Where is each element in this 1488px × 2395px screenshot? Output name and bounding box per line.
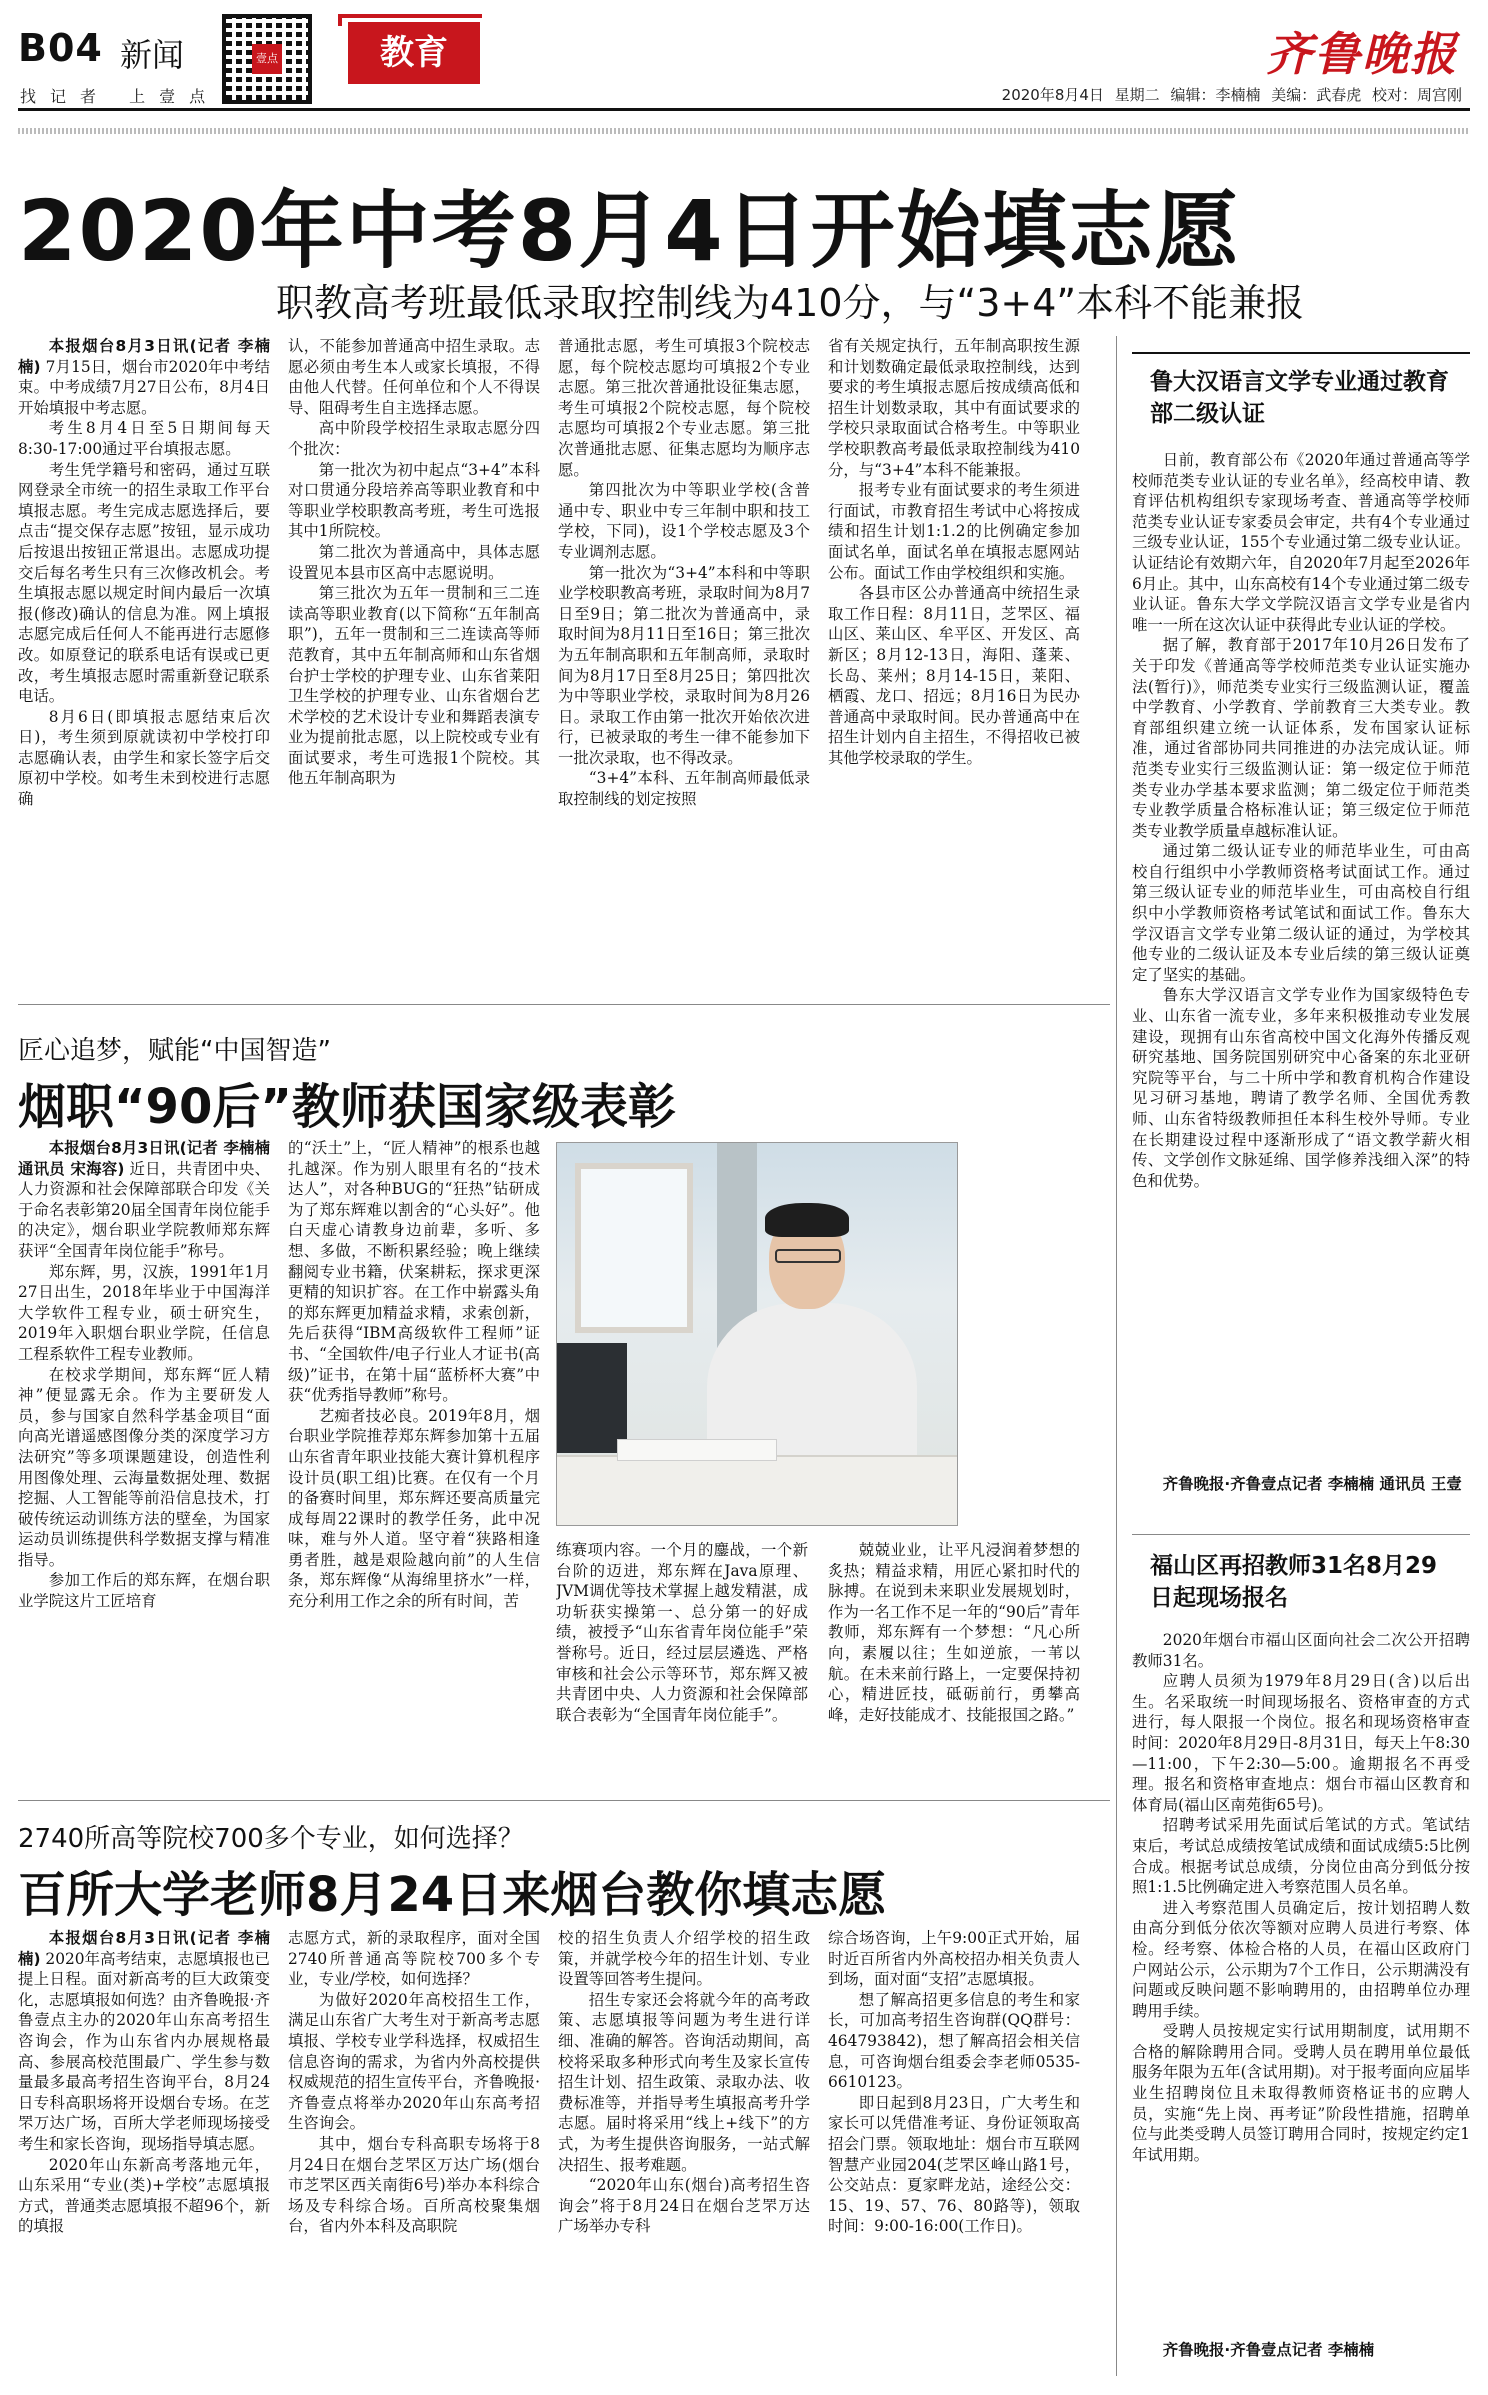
paragraph-text: 郑东辉，男，汉族，1991年1月27日出生，2018年毕业于中国海洋大学软件工程专业，硕士研究生，2019年入职烟台职业学院，任信息工程系软件工程专业教师。 [18,1262,270,1363]
newspaper-logo: 齐鲁晚报 [1266,27,1458,81]
story3-column-3 [558,1928,810,2378]
photo-person-glasses [775,1249,841,1263]
paragraph [558,1990,810,2175]
sidebar-story1-headline: 鲁大汉语言文学专业通过教育部二级认证 [1150,369,1449,427]
paragraph [288,542,540,583]
paragraph-text: 近日，共青团中央、人力资源和社会保障部联合印发《关于命名表彰第20届全国青年岗位能手的决定》，烟台职业学院教师郑东辉获评“全国青年岗位能手”称号。 [18,1159,270,1260]
header-dotted-divider [18,128,1470,134]
paragraph [18,336,270,418]
paragraph [18,418,270,459]
paragraph-text: 为做好2020年高校招生工作，满足山东省广大考生对于新高考志愿填报、学校专业学科选择，权威招生信息咨询的需求，为省内外高校提供权威规范的招生宣传平台，齐鲁晚报·齐鲁壹点将举办2020年山东高考招生咨询会。 [288,1990,540,2133]
lead-headline: 2020年中考8月4日开始填志愿 [18,182,1241,280]
lead-column-4 [828,336,1080,986]
paragraph-text: 第二批次为普通高中，具体志愿设置见本县市区高中志愿说明。 [288,542,540,582]
sidebar-story1-byline: 齐鲁晚报·齐鲁壹点记者 李楠楠 通讯员 王壹 [1162,1475,1462,1493]
story2-column-3 [556,1540,808,1786]
sidebar-story2-headline: 福山区再招教师31名8月29日起现场报名 [1150,1553,1438,1611]
photo-window [575,1163,693,1333]
photo-desk [557,1455,958,1526]
dateline: 本报烟台8月3日讯(记者 李楠楠 通讯员 宋海容) [18,1139,270,1178]
paragraph [556,1540,808,1725]
paragraph [288,460,540,542]
paragraph-text: 的“沃土”上，“匠人精神”的根系也越扎越深。作为别人眼里有名的“技术达人”，对各种BUG的“狂热”钻研成为了郑东辉难以割舍的“心头好”。他白天虚心请教身边前辈，多听、多想、多做，不断积累经验；晚上继续翻阅专业书籍，伏案耕耘，探求更深更精的知识扩容。在工作中崭露头角的郑东辉更加精益求精，求索创新，先后获得“IBM高级软件工程师”证书、“全国软件/电子行业人才证书(高级)”证书，在第十届“蓝桥杯大赛”中获“优秀指导教师”称号。 [288,1139,540,1405]
paragraph-text: “3+4”本科、五年制高师最低录取控制线的划定按照 [558,769,810,809]
paragraph-text: 其中，烟台专科高职专场将于8月24日在烟台芝罘区万达广场(烟台市芝罘区西关南街6号)举办本科综合场及专科综合场。百所高校聚集烟台，省内外本科及高职院 [288,2134,540,2236]
paragraph [828,583,1080,768]
paragraph-text: 考生凭学籍号和密码，通过互联网登录全市统一的招生录取工作平台填报志愿。考生完成志愿选择后，要点击“提交保存志愿”按钮，显示成功后按退出按钮正常退出。志愿成功提交后每名考生只有三次修改机会。考生填报志愿以规定时间内最后一次填报(修改)确认的信息为准。网上填报志愿完成后任何人不能再进行志愿修改。如原登记的联系电话有误或已更改，考生填报志愿时需重新登记联系电话。 [18,460,270,706]
paragraph-text: 艺痴者技必良。2019年8月，烟台职业学院推荐郑东辉参加第十五届山东省青年职业技能大赛计算机程序设计员(职工组)比赛。在仅有一个月的备赛时间里，郑东辉还要高质量完成每周22课时的教学任务，此中况味，难与外人道。坚守着“狭路相逢勇者胜，越是艰险越向前”的人生信条，郑东辉像“从海绵里挤水”一样，充分利用工作之余的所有时间，苦 [288,1406,540,1611]
section-tag-label: 教育 [380,33,448,73]
story3-column-4 [828,1928,1080,2378]
paragraph [558,480,810,562]
paragraph-text: “2020年山东(烟台)高考招生咨询会”将于8月24日在烟台芝罘万达广场举办专科 [558,2176,810,2236]
sidebar-story2-body [1132,1630,1470,2336]
paragraph [18,707,270,810]
paragraph [558,768,810,809]
paragraph-text: 普通批志愿，考生可填报3个院校志愿，每个院校志愿均可填报2个专业志愿。第三批次普通批设征集志愿，考生可填报2个院校志愿，每个院校志愿均可填报2个专业志愿。第三批次普通批志愿、征集志愿均为顺序志愿。 [558,337,810,479]
edition-info: 2020年8月4日 星期二 编辑：李楠楠 美编：武春虎 校对：周宫刚 [1001,86,1462,104]
paragraph-text: 校的招生负责人介绍学校的招生政策，并就学校今年的招生计划、专业设置等回答考生提问。 [558,1929,810,1989]
dateline: 本报烟台8月3日讯(记者 李楠楠) [18,1929,270,1968]
story2-column-1 [18,1138,270,1786]
paragraph-text: 综合场咨询，上午9:00正式开始，届时近百所省内外高校招办相关负责人到场，面对面“支招”志愿填报。 [828,1929,1080,1989]
paragraph [828,1928,1080,1990]
story3-column-1 [18,1928,270,2378]
paragraph-text: 报考专业有面试要求的考生须进行面试，市教育招生考试中心将按成绩和招生计划1:1.2的比例确定参加面试名单，面试名单在填报志愿网站公布。面试工作由学校组织和实施。 [828,481,1080,582]
paragraph [288,583,540,789]
story3-column-2 [288,1928,540,2378]
lead-column-3 [558,336,810,986]
paragraph-text: 7月15日，烟台市2020年中考结束。中考成绩7月27日公布，8月4日开始填报中考志愿。 [18,357,270,417]
paragraph-text: 练赛项内容。一个月的鏖战，一个新台阶的迈进，郑东辉在Java原理、JVM调优等技术掌握上越发精湛，成功斩获实操第一、总分第一的好成绩，被授予“山东省青年岗位能手”荣誉称号。近日，经过层层遴选、严格审核和社会公示等环节，郑东辉又被共青团中央、人力资源和社会保障部联合表彰为“全国青年岗位能手”。 [556,1541,808,1724]
paragraph [288,1138,540,1406]
page-number: B04 [18,26,103,70]
photo-monitor [557,1343,627,1453]
paragraph-text: 考生8月4日至5日期间每天8:30-17:00通过平台填报志愿。 [18,419,270,458]
paragraph [18,1928,270,2155]
paragraph: 招聘考试采用先面试后笔试的方式。笔试结束后，考试总成绩按笔试成绩和面试成绩5:5比例合成。根据考试总成绩，分岗位由高分到低分按照1:1.5比例确定进入考察范围人员名单。 [1132,1816,1470,1897]
paragraph [18,1262,270,1365]
section-divider [18,1004,1110,1005]
story3-kicker: 2740所高等院校700多个专业，如何选择？ [18,1824,524,1854]
paragraph [828,2093,1080,2237]
story3-headline: 百所大学老师8月24日来烟台教你填志愿 [18,1867,887,1923]
sidebar-story1-body [1132,450,1470,1470]
sidebar-story2-byline-wrap [1132,2340,1470,2366]
paragraph: 进入考察范围人员确定后，按计划招聘人数由高分到低分依次等额对应聘人员进行考察、体检。经考察、体检合格的人员，在福山区政府门户网站公示，公示期为7个工作日，公示期满没有问题或反映问题不影响聘用的，由招聘单位办理聘用手续。 [1132,1898,1470,2020]
paragraph: 2020年烟台市福山区面向社会二次公开招聘教师31名。 [1132,1631,1470,1670]
slogan: 找记者 上壹点 [20,87,220,106]
paragraph-text: 省有关规定执行，五年制高职按生源和计划数确定最低录取控制线，达到要求的考生填报志愿后按成绩高低和招生计划数录取，其中有面试要求的学校只录取面试合格考生。中等职业学校职教高考最低录取控制线为410分，与“3+4”本科不能兼报。 [828,337,1080,479]
photo-keyboard [617,1439,777,1461]
paragraph [288,1990,540,2134]
paragraph-text: 认，不能参加普通高中招生录取。志愿必须由考生本人或家长填报，不得由他人代替。任何单位和个人不得误导、阻碍考生自主选择志愿。 [288,337,540,417]
paragraph: 受聘人员按规定实行试用期制度，试用期不合格的解除聘用合同。受聘人员在聘用单位最低服务年限为五年(含试用期)。对于报考面向应届毕业生招聘岗位且未取得教师资格证书的应聘人员，实施“先上岗、再考证”阶段性措施，招聘单位与此类受聘人员签订聘用合同时，按规定约定1年试用期。 [1132,2022,1470,2164]
paragraph-text: 即日起到8月23日，广大考生和家长可以凭借准考证、身份证领取高招会门票。领取地址：烟台市互联网智慧产业园204(芝罘区峰山路1号，公交站点：夏家畔龙站，途经公交：15、19、57、76、80路等)，领取时间：9:00-16:00(工作日)。 [828,2093,1080,2236]
sidebar-story2-byline: 齐鲁晚报·齐鲁壹点记者 李楠楠 [1162,2341,1375,2359]
paragraph-text: 各县市区公办普通高中统招生录取工作日程：8月11日，芝罘区、福山区、莱山区、牟平区、开发区、高新区；8月12-13日，海阳、蓬莱、长岛、莱州；8月14-15日，莱阳、栖霞、龙口、招远；8月16日为民办普通高中录取时间。民办普通高中在招生计划内自主招生，不得招收已被其他学校录取的学生。 [828,584,1080,767]
paragraph-text: 第一批次为“3+4”本科和中等职业学校职教高考班，录取时间为8月7日至9日；第二批次为普通高中，录取时间为8月11日至16日；第三批次为五年制高职和五年制高师，录取时间为8月17日至8月25日；第四批次为中等职业学校，录取时间为8月26日。录取工作由第一批次开始依次进行，已被录取的考生一律不能参加下一批次录取，也不得改录。 [558,563,810,767]
paragraph-text: 2020年山东新高考落地元年，山东采用“专业(类)+学校”志愿填报方式，普通类志愿填报不超96个，新的填报 [18,2155,270,2236]
qr-logo: 壹点 [252,44,282,74]
paragraph [18,1138,270,1262]
paragraph-text: 招生专家还会将就今年的高考政策、志愿填报等问题为考生进行详细、准确的解答。咨询活动期间，高校将采取多种形式向考生及家长宣传招生计划、招生政策、录取办法、收费标准等，并指导考生填报高考升学志愿。届时将采用“线上+线下”的方式，为考生提供咨询服务，一站式解决招生、报考难题。 [558,1990,810,2174]
paragraph [828,1540,1080,1725]
sidebar-divider [1116,336,1117,2376]
paragraph [18,460,270,707]
paragraph [828,1990,1080,2093]
page-header [0,0,1488,118]
story2-kicker: 匠心追梦，赋能“中国智造” [18,1036,331,1066]
paragraph-text: 高中阶段学校招生录取志愿分四个批次： [288,419,540,458]
paragraph [558,2175,810,2237]
lead-subheadline: 职教高考班最低录取控制线为410分，与“3+4”本科不能兼报 [276,281,1305,325]
paragraph [828,336,1080,480]
sidebar-top-rule [1132,352,1470,354]
section-tag [348,22,480,84]
paragraph-text: 2020年高考结束，志愿填报也已提上日程。面对新高考的巨大政策变化，志愿填报如何选？由齐鲁晚报·齐鲁壹点主办的2020年山东高考招生咨询会，作为山东省内办展规格最高、参展高校范围最广、学生参与数量最多最高考招生咨询平台，8月24日专科高职场将开设烟台专场。在芝罘万达广场，百所大学老师现场接受考生和家长咨询，现场指导填志愿。 [18,1949,270,2153]
paragraph [18,2155,270,2237]
sidebar-story1-byline-wrap [1132,1474,1470,1524]
paragraph: 据了解，教育部于2017年10月26日发布了关于印发《普通高等学校师范类专业认证实施办法(暂行)》，师范类专业实行三级监测认证，覆盖中学教育、小学教育、学前教育三大类专业。教育部组织建立统一认证体系，发布国家认证标准，通过省部协同共同推进的办法完成认证。师范类专业实行三级监测认证：第一级定位于师范类专业办学基本要求监测；第二级定位于师范类专业教学质量合格标准认证；第三级定位于师范类专业教学质量卓越标准认证。 [1132,636,1470,840]
paragraph [18,1570,270,1611]
paragraph [288,336,540,418]
paragraph [828,480,1080,583]
paragraph: 鲁东大学汉语言文学专业作为国家级特色专业、山东省一流专业，多年来积极推动专业发展建设，现拥有山东省高校中国文化海外传播反观研究基地、国务院国别研究中心备案的东北亚研究院等平台，与二十所中学和教育机构合作建设见习研习基地，聘请了教学名师、全国优秀教师、山东省特级教师担任本科生校外导师。专业在长期建设过程中逐渐形成了“语文教学薪火相传、文学创作文脉延绵、国学修养浅细入深”的特色和优势。 [1132,986,1470,1190]
paragraph-text: 兢兢业业，让平凡浸润着梦想的炙热；精益求精，用匠心紧扣时代的脉搏。在说到未来职业发展规划时，作为一名工作不足一年的“90后”青年教师，郑东辉有一个梦想：“凡心所向，素履以往；生如逆旅，一苇以航。在未来前行路上，一定要保持初心，精进匠技，砥砺前行，勇攀高峰，走好技能成才、技能报国之路。” [828,1541,1080,1724]
paragraph-text: 8月6日(即填报志愿结束后次日)，考生须到原就读初中学校打印志愿确认表，由学生和家长签字后交原初中学校。如考生未到校进行志愿确 [18,707,270,809]
story2-column-2 [288,1138,540,1786]
paragraph-text: 在校求学期间，郑东辉“匠人精神”便显露无余。作为主要研发人员，参与国家自然科学基金项目“面向高光谱遥感图像分类的深度学习方法研究”等多项课题建设，创造性利用图像处理、云海量数据处理、数据挖掘、人工智能等前沿信息技术，打破传统运动训练方法的壁垒，为国家运动员训练提供科学数据支撑与精准指导。 [18,1365,270,1569]
paragraph-text: 想了解高招更多信息的考生和家长，可加高考招生咨询群(QQ群号：464793842)，想了解高招会相关信息，可咨询烟台组委会李老师0535-6610123。 [828,1990,1080,2092]
story2-column-4 [828,1540,1080,1786]
paragraph [558,1928,810,1990]
paragraph [18,1365,270,1571]
paragraph [288,2134,540,2237]
paragraph [558,336,810,480]
paragraph-text: 参加工作后的郑东辉，在烟台职业学院这片工匠培育 [18,1571,270,1611]
photo-person-hair [765,1203,849,1237]
paragraph [288,1406,540,1612]
teacher-photo [556,1142,958,1526]
paragraph-text: 第一批次为初中起点“3+4”本科对口贯通分段培养高等职业教育和中等职业学校职教高考班，考生可选报其中1所院校。 [288,460,540,541]
header-divider [18,108,1470,111]
section-divider [18,1800,1110,1801]
lead-column-1 [18,336,270,986]
story2-headline: 烟职“90后”教师获国家级表彰 [18,1079,676,1135]
paragraph [288,418,540,459]
paragraph [558,563,810,769]
paragraph-text: 志愿方式，新的录取程序，面对全国2740所普通高等院校700多个专业，专业/学校，如何选择？ [288,1929,540,1989]
sidebar-divider-mid [1132,1534,1470,1535]
paragraph-text: 第四批次为中等职业学校(含普通中专、职业中专三年制中职和技工学校，下同)，设1个学校志愿及3个专业调剂志愿。 [558,481,810,561]
paragraph: 应聘人员须为1979年8月29日(含)以后出生。名采取统一时间现场报名、资格审查的方式进行，每人限报一个岗位。报名和现场资格审查时间：2020年8月29日-8月31日，每天上午8:30—11:00，下午2:30—5:00。逾期报名不再受理。报名和资格审查地点：烟台市福山区教育和体育局(福山区南苑街65号)。 [1132,1672,1470,1814]
lead-column-2 [288,336,540,986]
section-name: 新闻 [120,36,185,74]
paragraph: 日前，教育部公布《2020年通过普通高等学校师范类专业认证的专业名单》，经高校申请、教育评估机构组织专家现场考查、普通高等学校师范类专业认证专家委员会审定，共有4个专业通过三级专业认证，155个专业通过第二级专业认证。认证结论有效期六年，自2020年7月起至2026年6月止。其中，山东高校有14个专业通过第二级专业认证。鲁东大学文学院汉语言文学专业是省内唯一一所在这次认证中获得此专业认证的学校。 [1132,451,1470,634]
paragraph-text: 第三批次为五年一贯制和三二连读高等职业教育(以下简称“五年制高职”)，五年一贯制和三二连读高等师范教育，其中五年制高师和山东省烟台护士学校的护理专业、山东省莱阳卫生学校的护理专业、山东省烟台艺术学校的艺术设计专业和舞蹈表演专业为提前批志愿，以上院校或专业有面试要求，考生可选报1个院校。其他五年制高职为 [288,584,540,788]
dateline: 本报烟台8月3日讯(记者 李楠楠) [18,337,270,376]
paragraph [288,1928,540,1990]
paragraph: 通过第二级认证专业的师范毕业生，可由高校自行组织中小学教师资格考试面试工作。通过第三级认证专业的师范毕业生，可由高校自行组织中小学教师资格考试笔试和面试工作。鲁东大学汉语言文学专业第二级认证的通过，为学校其他专业的二级认证及本专业后续的第三级认证奠定了坚实的基础。 [1132,842,1470,984]
